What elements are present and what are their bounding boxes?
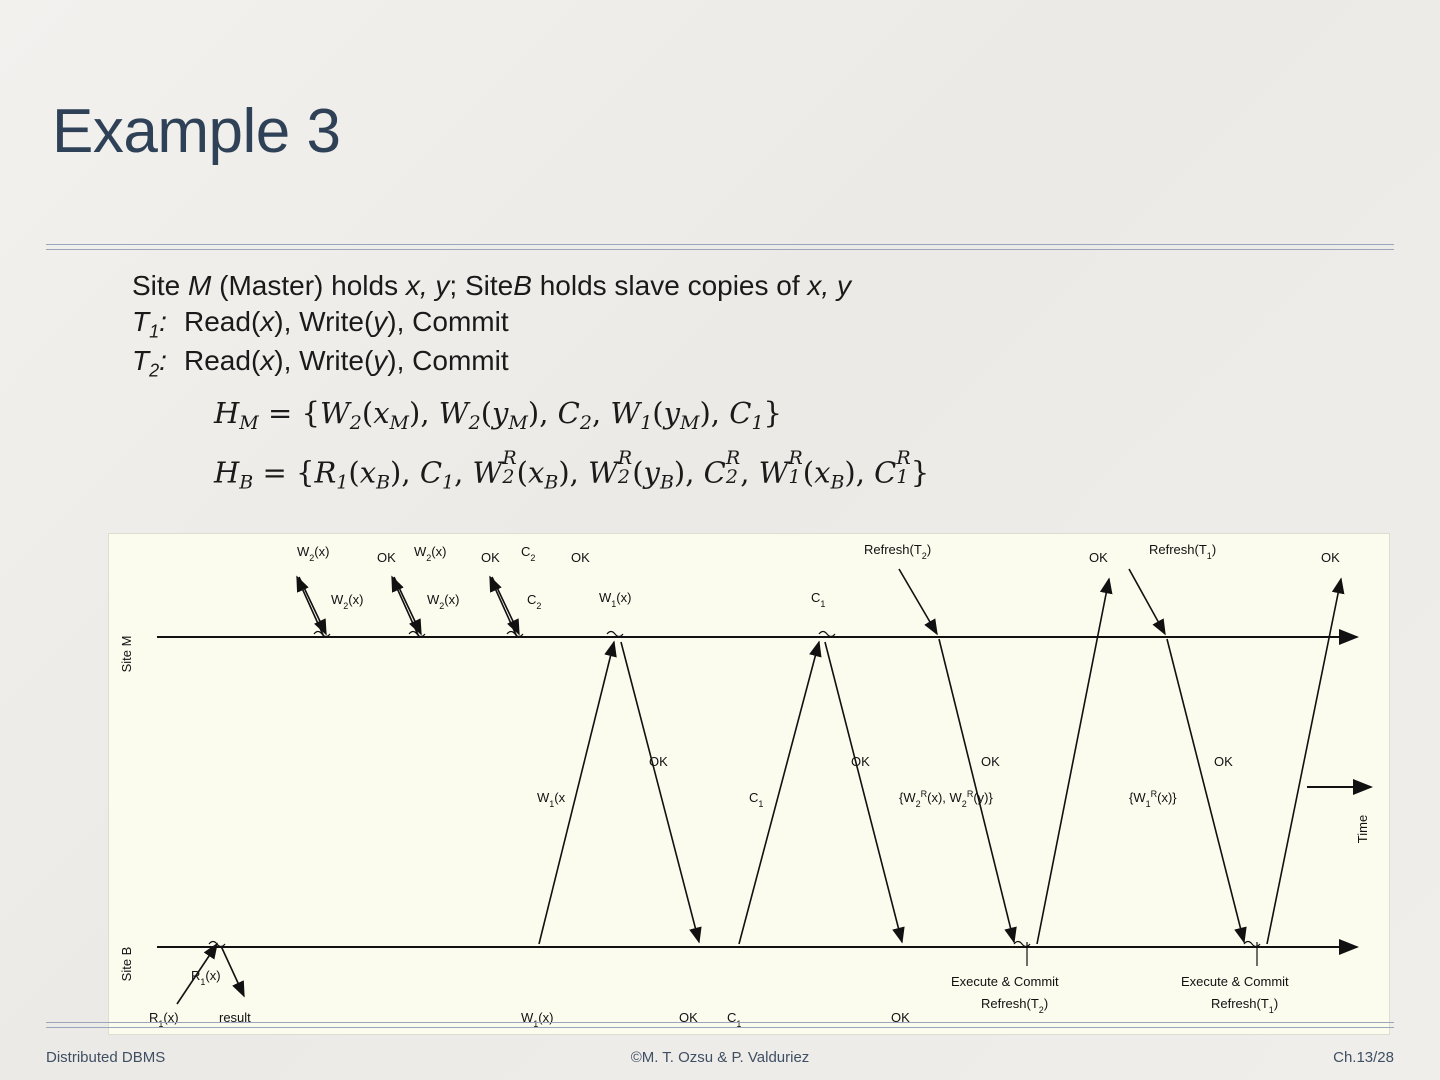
- label-m-c2: $C_2$: [527, 592, 542, 611]
- label-bottom-c1: $C_1$: [727, 1010, 742, 1029]
- intro-line: [132, 268, 1372, 304]
- transaction-2-label: $T_2$:: [132, 345, 167, 381]
- label-top-c2: $C_2$: [521, 544, 536, 563]
- sequence-diagram: [108, 533, 1390, 1035]
- label-m-w2x-1: $W_2(x)$: [331, 592, 364, 611]
- label-mid-ok-1: OK: [649, 754, 668, 769]
- site-b-axis-label: Site B: [119, 946, 134, 982]
- intro-prefix: Site: [132, 270, 189, 301]
- page-title: Example 3: [52, 97, 341, 166]
- label-top-ok-2: OK: [481, 550, 500, 565]
- label-bottom-ok-1: OK: [679, 1010, 698, 1025]
- intro-mid3: holds slave copies of: [531, 270, 808, 301]
- label-top-ok-1: OK: [377, 550, 396, 565]
- label-bottom-r1x: $R_1(x)$: [149, 1010, 179, 1029]
- label-mid-ok-4: OK: [1214, 754, 1233, 769]
- label-m-c1: $C_1$: [811, 590, 826, 609]
- intro-mid2: ; Site: [449, 270, 514, 301]
- intro-mid1: (Master) holds: [211, 270, 406, 301]
- label-top-ok-3: OK: [571, 550, 590, 565]
- divider-top: [46, 244, 1394, 250]
- footer-left: Distributed DBMS: [46, 1049, 166, 1066]
- slide-body: [132, 268, 1372, 493]
- label-refresh-t1: $Refresh(T_1)$: [1149, 542, 1217, 561]
- transaction-1-label: $T_1$:: [132, 305, 167, 342]
- intro-slave-var: B: [513, 270, 532, 301]
- label-mid-ok-2: OK: [851, 754, 870, 769]
- label-top-w2x-2: $W_2(x)$: [414, 544, 447, 563]
- label-exec-commit-1b: $Refresh(T_2)$: [981, 996, 1049, 1015]
- history-m: $H_M = \{W_2(x_M)$, $W_2(y_M)$, $C_2$, $W_1(y_M)$, $C_1$}: [214, 396, 782, 435]
- label-refresh-t2: $Refresh(T_2)$: [864, 542, 932, 561]
- label-m-w1x: $W_1(x)$: [599, 590, 632, 609]
- label-bottom-ok-2: OK: [891, 1010, 910, 1025]
- history-b: $H_B = \{R_1(x_B)$, $C_1$, W R 2 $(x_B)$, W R 2 $(y_B)$, C R 2 , W R 1 $(x_B)$, C R 1 }: [214, 446, 930, 494]
- label-diag-refresh-w1: $\{W_1^R(x)\}$: [1129, 789, 1177, 809]
- transaction-line-1: [132, 304, 1372, 343]
- label-exec-commit-2b: $Refresh(T_1)$: [1211, 996, 1279, 1015]
- label-m-w2x-2: $W_2(x)$: [427, 592, 460, 611]
- label-top-ok-4: OK: [1089, 550, 1108, 565]
- label-top-w2x-1: $W_2(x)$: [297, 544, 330, 563]
- transaction-1-ops: Read(x), Write(y), Commit: [184, 305, 509, 337]
- label-exec-commit-1: Execute & Commit: [951, 974, 1059, 989]
- intro-master-var: M: [188, 270, 212, 301]
- label-mid-ok-3: OK: [981, 754, 1000, 769]
- label-top-ok-5: OK: [1321, 550, 1340, 565]
- label-diag-w1x: $W_1(x$: [537, 790, 566, 809]
- label-diag-c1: $C_1$: [749, 790, 764, 809]
- label-diag-refresh-w2: {$W_2^R(x)$, $W_2^R(y)$}: [899, 789, 993, 809]
- transaction-line-2: [132, 343, 1372, 382]
- label-bottom-w1x: $W_1(x)$: [521, 1010, 554, 1029]
- intro-vars2: x, y: [807, 270, 851, 301]
- site-m-axis-label: Site M: [119, 635, 134, 673]
- divider-bottom: [46, 1022, 1394, 1028]
- footer-center: ©M. T. Ozsu & P. Valduriez: [630, 1049, 810, 1066]
- intro-vars1: x, y: [405, 270, 450, 301]
- label-bottom-result: result: [219, 1010, 251, 1025]
- transaction-2-ops: Read(x), Write(y), Commit: [184, 345, 509, 377]
- label-b-r1x: $R_1(x)$: [191, 968, 221, 987]
- label-exec-commit-2: Execute & Commit: [1181, 974, 1289, 989]
- time-label: Time: [1355, 814, 1370, 844]
- footer-right: Ch.13/28: [1333, 1049, 1394, 1066]
